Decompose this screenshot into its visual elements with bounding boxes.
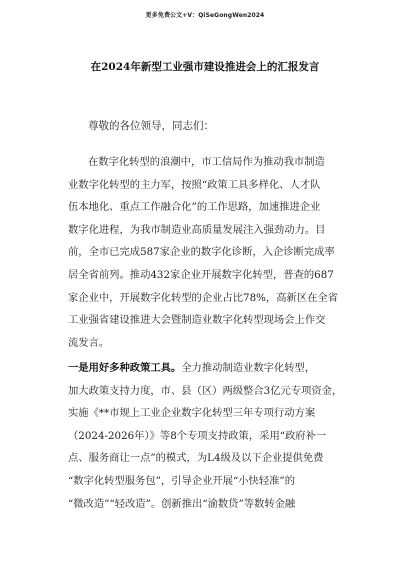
heading-continuation: 全力推动制造业数字化转型， bbox=[181, 362, 316, 374]
paragraph-line: 家企业中，开展数字化转型的企业占比78%，高新区在全省 bbox=[68, 291, 339, 304]
paragraph-line: 居全省前列。推动432家企业开展数字化转型，普查的687 bbox=[68, 268, 334, 281]
greeting: 尊敬的各位领导，同志们： bbox=[88, 120, 214, 132]
paragraph-line: （2024-2026年）》等8个专项支持政策，采用“政府补一 bbox=[68, 429, 327, 442]
section-heading: 一是用好多种政策工具。 bbox=[68, 362, 182, 374]
paragraph-line: 加大政策支持力度，市、县（区）两级整合3亿元专项资金， bbox=[68, 384, 343, 397]
paragraph-line: “数字化转型服务包”，引导企业开展“小快轻准”的 bbox=[68, 474, 295, 487]
paragraph-line: 前，全市已完成587家企业的数字化诊断，入企诊断完成率 bbox=[68, 246, 335, 259]
paragraph-line: 在数字化转型的浪潮中，市工信局作为推动我市制造 bbox=[88, 156, 325, 168]
paragraph-line: 工业强省建设推进大会暨制造业数字化转型现场会上作交 bbox=[68, 314, 326, 327]
paragraph-line: 流发言。 bbox=[68, 336, 110, 349]
paragraph-line: 实施《**市规上工业企业数字化转型三年专项行动方案 bbox=[68, 407, 316, 420]
paragraph-line: 数字化进程，为我市制造业高质量发展注入强劲动力。目 bbox=[68, 223, 326, 236]
paragraph-2 bbox=[68, 357, 350, 515]
paragraph-1 bbox=[68, 151, 350, 354]
document-title: 在2024年新型工业强市建设推进会上的汇报发言 bbox=[90, 61, 320, 73]
paragraph-line: “微改造”“轻改造”。创新推出“渝数贷”等数转金融 bbox=[68, 497, 296, 510]
paragraph-line: 业数字化转型的主力军，按照“政策工具多样化、人才队 bbox=[68, 178, 321, 191]
header-note: 更多免费公文+V：QiSeGongWen2024 bbox=[145, 12, 265, 19]
paragraph-first-line bbox=[68, 357, 350, 380]
paragraph-line: 点、服务商让一点”的模式，为L4级及以下企业提供免费 bbox=[68, 452, 324, 465]
paragraph-line: 伍本地化、重点工作融合化”的工作思路，加速推进企业 bbox=[68, 201, 321, 214]
